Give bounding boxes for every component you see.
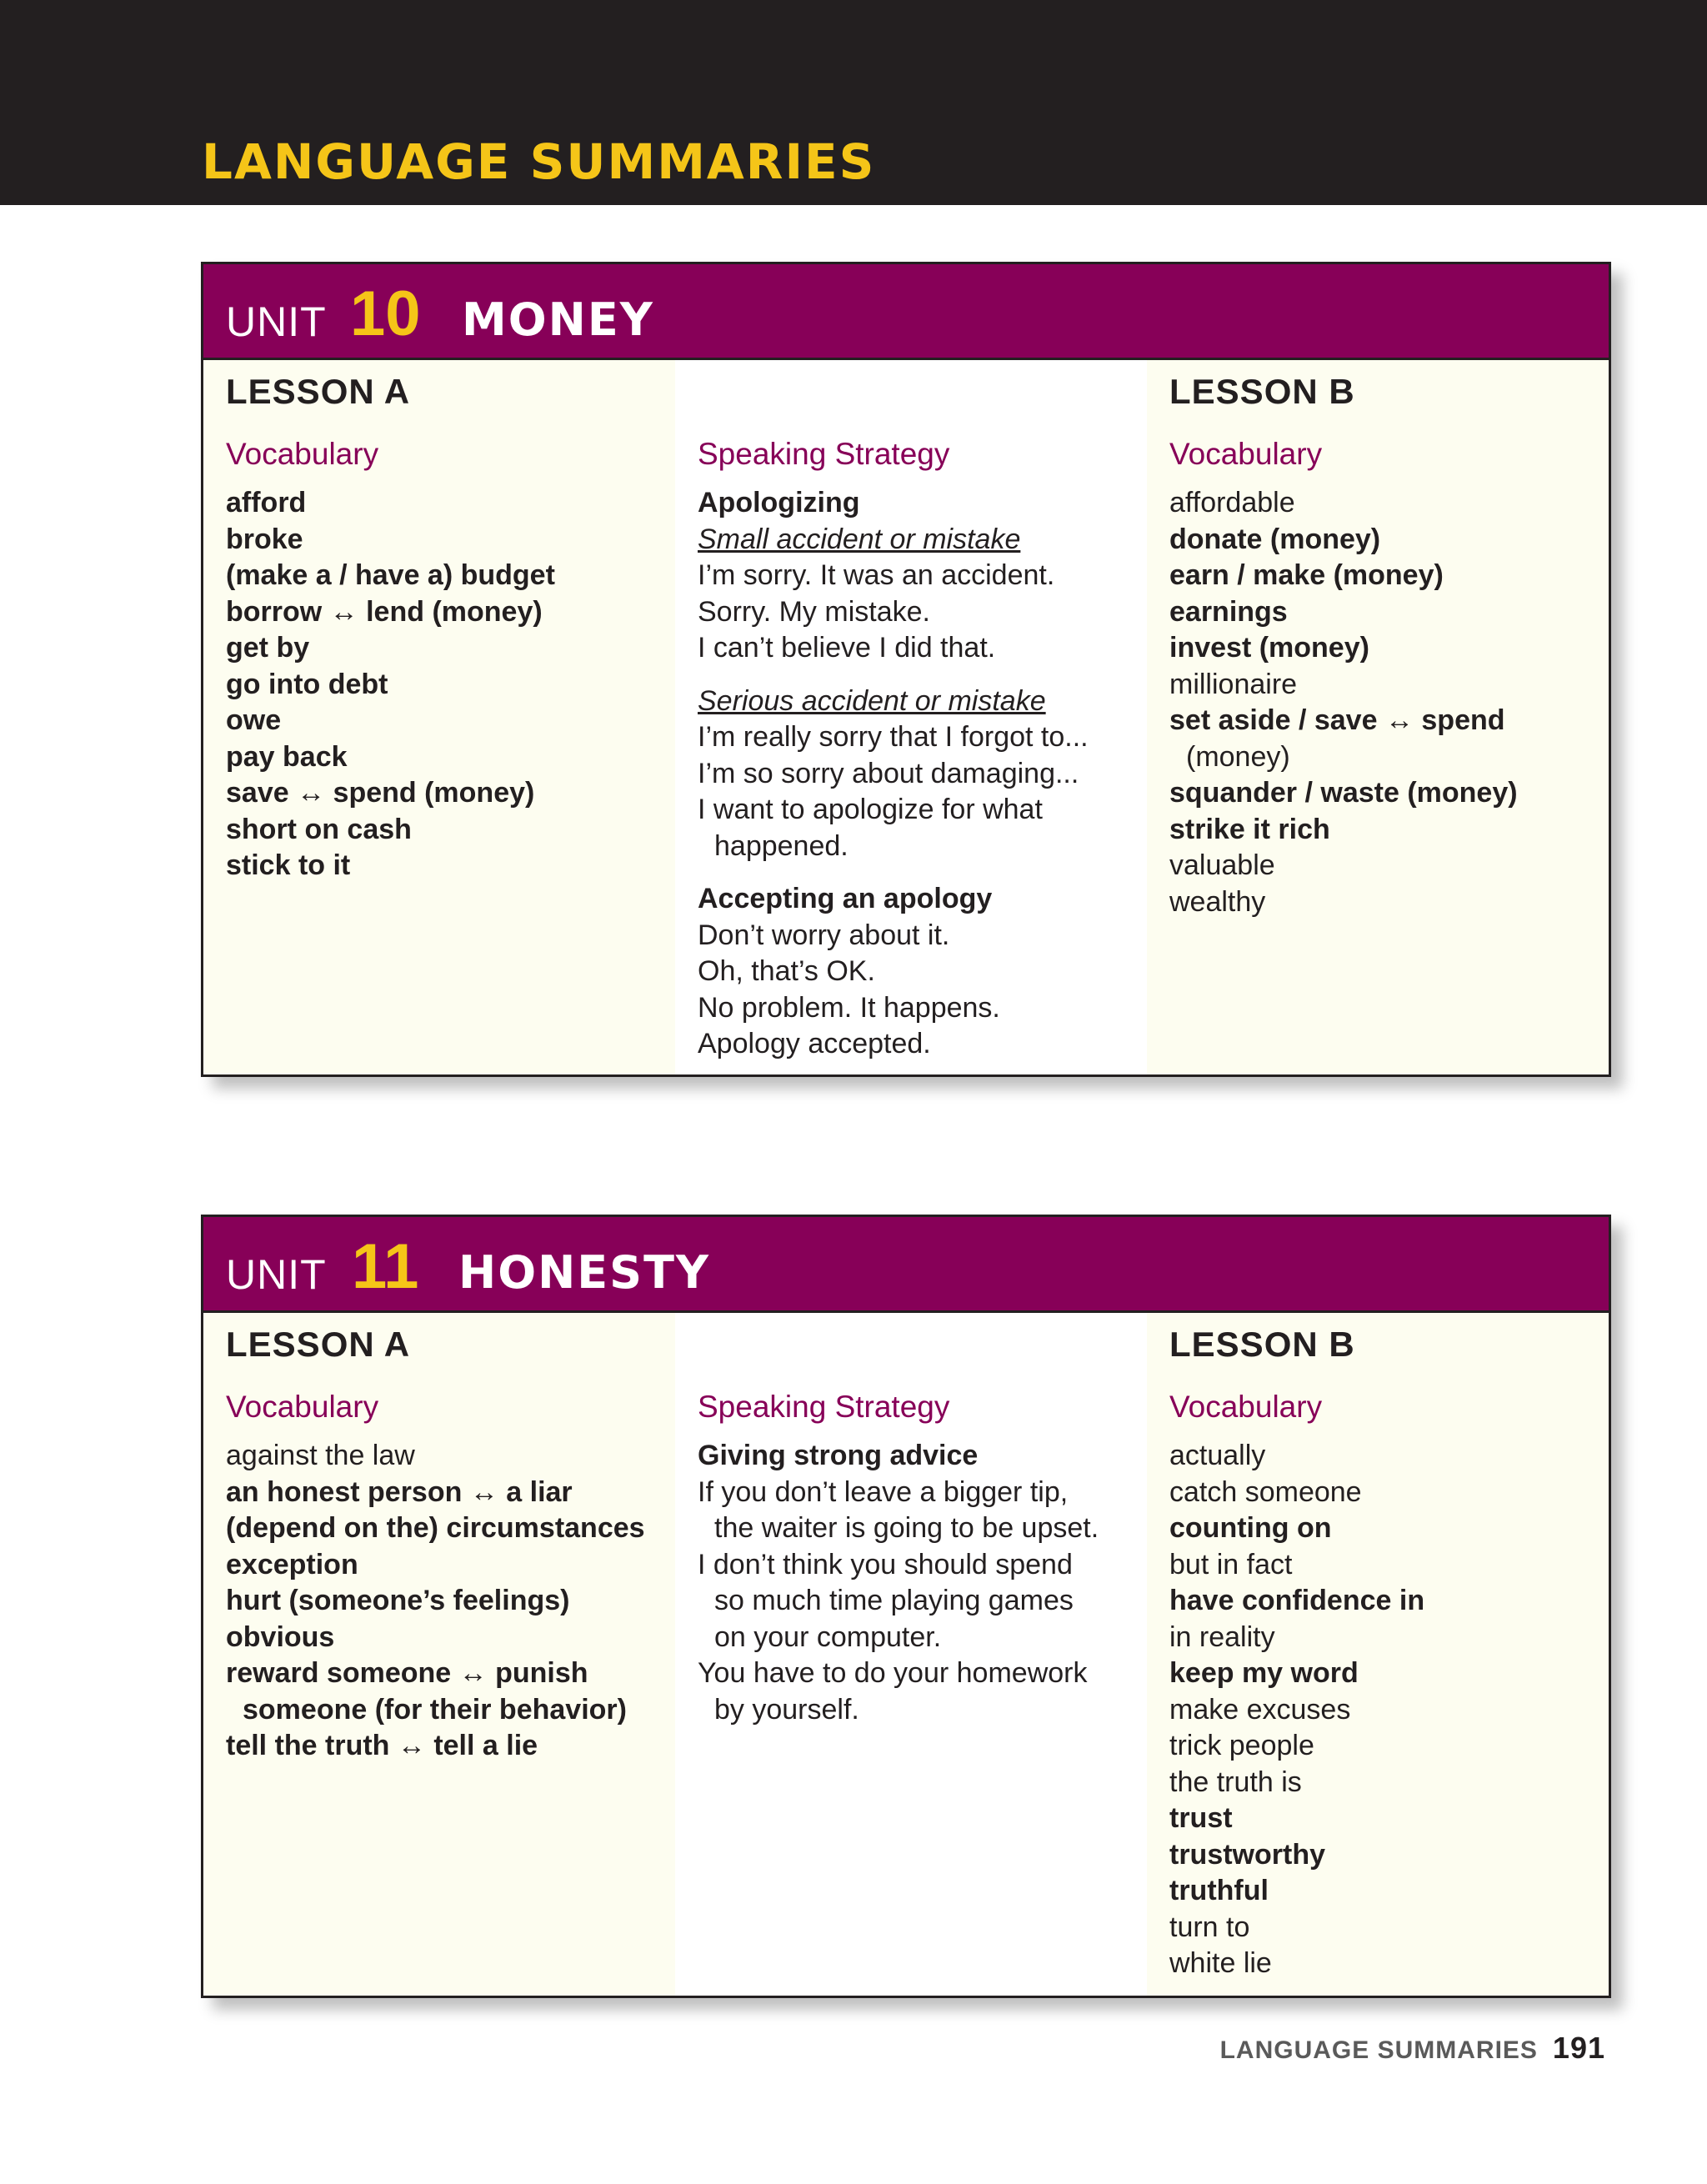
strategy-subheading: Serious accident or mistake	[698, 684, 1046, 717]
speaking-strategy-list	[698, 485, 1089, 1063]
list-item: happened.	[714, 829, 848, 862]
spacer	[698, 864, 1089, 881]
strategy-heading: Accepting an apology	[698, 883, 993, 914]
list-item: against the law	[226, 1440, 415, 1471]
list-item: stick to it	[226, 849, 351, 881]
list-item: earnings	[1169, 595, 1288, 628]
unit-name: MONEY	[462, 293, 654, 346]
speaking-strategy-column	[675, 360, 1147, 1074]
unit-number: 10	[350, 278, 421, 349]
list-item: get by	[226, 632, 310, 664]
vocabulary-heading: Vocabulary	[226, 1390, 379, 1424]
strategy-heading: Apologizing	[698, 487, 860, 518]
lesson-b-title: LESSON B	[1169, 372, 1355, 411]
list-item: broke	[226, 523, 303, 555]
strategy-heading: Giving strong advice	[698, 1440, 979, 1471]
list-item: tell the truth ↔ tell a lie	[226, 1730, 538, 1761]
list-item: (make a / have a) budget	[226, 559, 555, 591]
list-item: trustworthy	[1169, 1838, 1325, 1871]
speaking-strategy-list	[698, 1438, 1099, 1728]
list-item: squander / waste (money)	[1169, 777, 1518, 809]
list-item: (money)	[1186, 740, 1290, 773]
lesson-a-column	[203, 360, 675, 1074]
list-item: I’m sorry. It was an accident.	[698, 559, 1055, 591]
page-footer	[1220, 2031, 1605, 2066]
lesson-b-title: LESSON B	[1169, 1325, 1355, 1364]
vocabulary-list	[1169, 1438, 1424, 1982]
list-item: but in fact	[1169, 1548, 1293, 1580]
footer-label: LANGUAGE SUMMARIES	[1219, 2036, 1538, 2064]
spacer	[698, 667, 1089, 684]
page-title: LANGUAGE SUMMARIES	[202, 133, 876, 190]
list-item: trick people	[1169, 1730, 1314, 1761]
list-item: Don’t worry about it.	[698, 919, 950, 951]
lesson-b-column	[1147, 1313, 1609, 1996]
lesson-a-title: LESSON A	[226, 1325, 411, 1364]
lesson-a-title: LESSON A	[226, 372, 411, 411]
list-item: counting on	[1169, 1512, 1332, 1544]
unit-number: 11	[352, 1231, 419, 1302]
page-header-bar	[0, 0, 1707, 205]
list-item: set aside / save ↔ spend	[1169, 704, 1505, 736]
list-item: wealthy	[1169, 885, 1266, 918]
list-item: I’m so sorry about damaging...	[698, 757, 1079, 789]
list-item: have confidence in	[1169, 1585, 1425, 1616]
list-item: make excuses	[1169, 1693, 1351, 1726]
list-item: invest (money)	[1169, 632, 1369, 664]
list-item: the truth is	[1169, 1766, 1302, 1798]
list-item: valuable	[1169, 849, 1275, 881]
list-item: No problem. It happens.	[698, 991, 1000, 1024]
vocabulary-list	[226, 1438, 645, 1765]
list-item: trust	[1169, 1802, 1233, 1834]
list-item: on your computer.	[714, 1620, 942, 1653]
speaking-strategy-column	[675, 1313, 1147, 1996]
list-item: I want to apologize for what	[698, 794, 1043, 825]
unit-header	[203, 1217, 1609, 1313]
unit-name: HONESTY	[458, 1246, 711, 1299]
strategy-subheading: Small accident or mistake	[698, 523, 1021, 555]
list-item: white lie	[1169, 1947, 1272, 1979]
list-item: You have to do your homework	[698, 1657, 1088, 1689]
list-item: hurt (someone’s feelings)	[226, 1585, 570, 1616]
list-item: I’m really sorry that I forgot to...	[698, 721, 1089, 753]
list-item: go into debt	[226, 668, 388, 700]
list-item: Oh, that’s OK.	[698, 955, 875, 987]
list-item: affordable	[1169, 487, 1295, 518]
vocabulary-heading: Vocabulary	[226, 437, 379, 471]
list-item: actually	[1169, 1440, 1266, 1471]
vocabulary-heading: Vocabulary	[1169, 437, 1323, 471]
list-item: Sorry. My mistake.	[698, 595, 930, 628]
vocabulary-list	[226, 485, 555, 884]
list-item: afford	[226, 487, 307, 518]
list-item: save ↔ spend (money)	[226, 777, 535, 809]
list-item: If you don’t leave a bigger tip,	[698, 1475, 1069, 1508]
list-item: catch someone	[1169, 1475, 1362, 1508]
list-item: turn to	[1169, 1911, 1250, 1943]
list-item: short on cash	[226, 813, 412, 845]
list-item: exception	[226, 1548, 358, 1580]
unit-11-box	[201, 1215, 1611, 1998]
list-item: pay back	[226, 740, 348, 773]
list-item: borrow ↔ lend (money)	[226, 595, 543, 628]
list-item: I can’t believe I did that.	[698, 632, 996, 664]
list-item: owe	[226, 704, 282, 736]
list-item: an honest person ↔ a liar	[226, 1475, 573, 1508]
list-item: (depend on the) circumstances	[226, 1512, 645, 1544]
list-item: someone (for their behavior)	[243, 1693, 627, 1726]
list-item: I don’t think you should spend	[698, 1548, 1073, 1580]
lesson-b-column	[1147, 360, 1609, 1074]
speaking-strategy-heading: Speaking Strategy	[698, 1390, 950, 1424]
unit-header	[203, 264, 1609, 360]
vocabulary-list	[1169, 485, 1518, 920]
list-item: donate (money)	[1169, 523, 1381, 555]
list-item: so much time playing games	[714, 1585, 1074, 1616]
page-number: 191	[1552, 2031, 1605, 2065]
unit-label: UNIT	[226, 298, 327, 345]
list-item: Apology accepted.	[698, 1028, 931, 1059]
list-item: truthful	[1169, 1875, 1269, 1906]
vocabulary-heading: Vocabulary	[1169, 1390, 1323, 1424]
unit-10-box	[201, 262, 1611, 1077]
list-item: in reality	[1169, 1620, 1275, 1653]
list-item: obvious	[226, 1620, 335, 1653]
list-item: keep my word	[1169, 1657, 1359, 1689]
list-item: earn / make (money)	[1169, 559, 1444, 591]
list-item: millionaire	[1169, 668, 1298, 700]
list-item: reward someone ↔ punish	[226, 1657, 588, 1689]
unit-label: UNIT	[226, 1251, 327, 1298]
list-item: strike it rich	[1169, 813, 1330, 845]
list-item: the waiter is going to be upset.	[714, 1512, 1099, 1544]
speaking-strategy-heading: Speaking Strategy	[698, 437, 950, 471]
lesson-a-column	[203, 1313, 675, 1996]
list-item: by yourself.	[714, 1693, 859, 1726]
